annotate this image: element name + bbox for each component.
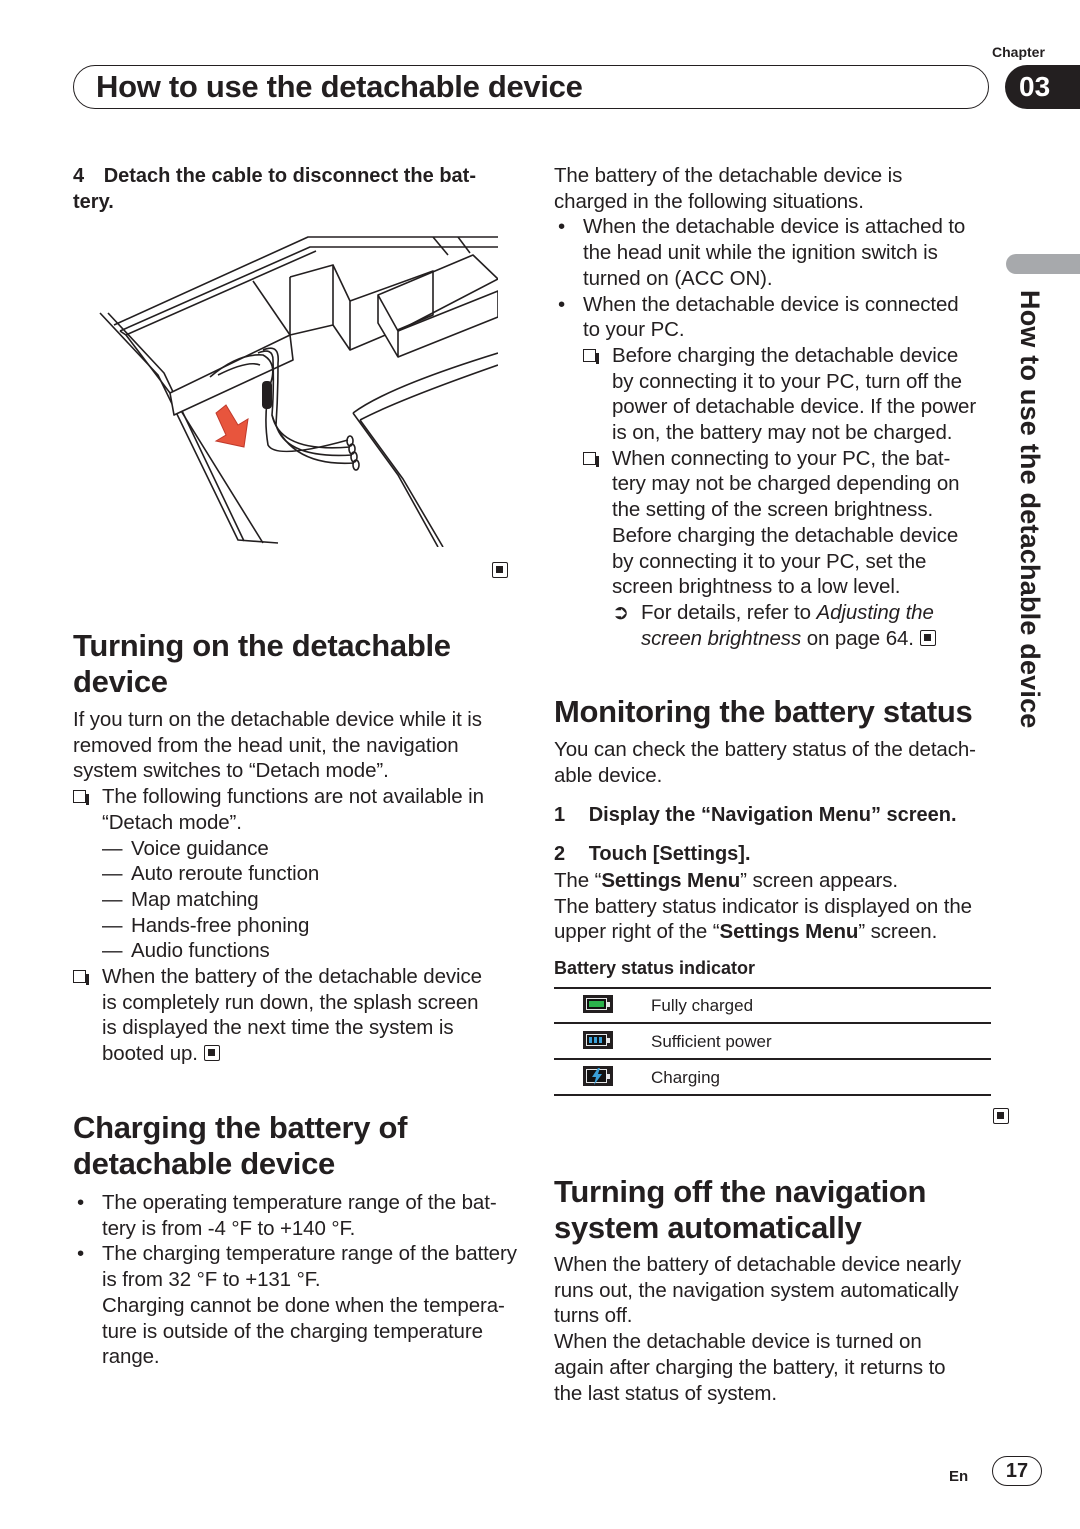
table-rule: [554, 1022, 991, 1024]
lightning-icon: [591, 1068, 603, 1085]
step-text: Detach the cable to disconnect the bat-: [103, 165, 476, 187]
list-item: • The charging temperature range of the battery is from 32 °F to +131 °F. Charging cannot be done when the tempera- ture is outside of the charging temperature range.: [77, 1242, 517, 1369]
turning-on-section: [73, 628, 523, 1067]
note-item: The following functions are not available in “Detach mode”.: [73, 784, 523, 835]
battery-sufficient-icon: [583, 1031, 613, 1049]
section-title-turning-on: Turning on the detachable device: [73, 628, 451, 699]
note-box-icon: [583, 452, 596, 465]
end-of-section-icon: [204, 1045, 220, 1061]
page-title: How to use the detachable device: [96, 69, 583, 104]
cross-reference: ➲ For details, refer to Adjusting the screen brightness on page 64.: [612, 600, 934, 650]
note-box-icon: [583, 349, 596, 362]
list-item: — Voice guidance: [102, 836, 269, 860]
bullet-icon: •: [558, 292, 566, 316]
monitoring-intro: You can check the battery status of the detach- able device.: [554, 738, 976, 787]
charging-situations: The battery of the detachable device is charged in the following situations. • When the detachable device is attached to the head unit while the ignition switch is turned on (ACC ON). • When the detachable device is connected to your PC. Before charging the detachable device by connecting it to your PC, turn off the power of detachable device. If the power is on, the battery may not be charged. When connecting to your PC, the bat- tery may not be charged depending on the setting of the screen brightness. Before charging the detachable device by connecting it to your PC, set the screen brightness to a low level. ➲ For details, refer to Adjusting the screen brightness on page 64.: [554, 163, 994, 651]
note-item: Before charging the detachable device by connecting it to your PC, turn off the power of detachable device. If the power is on, the battery may not be charged.: [583, 343, 994, 446]
list-item: • When the detachable device is connected to your PC. Before charging the detachable device by connecting it to your PC, turn off the power of detachable device. If the power is on, the battery may not be charged. When connecting to your PC, the bat- tery may not be charged depending on the setting of the screen brightness. Before charging the detachable device by connecting it to your PC, set the screen brightness to a low level. ➲ For details, refer to Adjusting the screen brightness on page 64.: [554, 292, 994, 652]
end-of-section-icon: [920, 630, 936, 646]
dash-icon: —: [102, 862, 123, 886]
end-of-section-icon: [492, 562, 508, 578]
section-title-monitoring: Monitoring the battery status: [554, 694, 973, 729]
table-row-label: Sufficient power: [651, 1032, 772, 1051]
turning-off-section: Turning off the navigation system automatically When the battery of detachable device nearly runs out, the navigation system automatically turns off. When the detachable device is turned on again after charging the battery, it returns to the last status of system.: [554, 1174, 1004, 1406]
side-tab-marker: [1006, 254, 1080, 274]
list-item: • When the detachable device is attached to the head unit while the ignition switch is turned on (ACC ON).: [558, 215, 966, 290]
dash-icon: —: [102, 836, 123, 860]
turning-on-intro: If you turn on the detachable device while it is removed from the head unit, the navigation system switches to “Detach mode”. The following functions are not available in “Detach mode”. — Voice guidance — Auto reroute function — Map matching — Hands-free phoning — Audio functions When the battery of the detachable device is completely run down, the splash screen is displayed the next time the system is booted up.: [73, 707, 523, 1067]
step-2: 2 Touch [Settings].: [554, 843, 751, 865]
step-text-cont: tery.: [73, 191, 114, 213]
list-item: — Audio functions: [102, 939, 270, 963]
section-title-charging: Charging the battery of detachable device: [73, 1110, 408, 1181]
table-row-label: Fully charged: [651, 996, 754, 1015]
dash-icon: —: [102, 887, 123, 911]
step-4: [73, 163, 513, 215]
battery-charging-icon: [583, 1066, 613, 1086]
charging-section: [73, 1110, 523, 1370]
end-of-section-icon: [993, 1108, 1009, 1124]
chapter-label: Chapter: [992, 44, 1045, 60]
list-item: — Auto reroute function: [102, 862, 320, 886]
bullet-icon: •: [77, 1191, 85, 1214]
table-rule: [554, 1058, 991, 1060]
bullet-icon: •: [558, 215, 566, 239]
dash-icon: —: [102, 939, 123, 963]
table-row-label: Charging: [651, 1068, 720, 1087]
side-chapter-title: How to use the detachable device: [1015, 290, 1045, 729]
table-rule: [554, 987, 991, 989]
list-item: • The operating temperature range of the bat- tery is from -4 °F to +140 °F.: [77, 1191, 497, 1240]
list-item: — Map matching: [102, 887, 259, 911]
battery-full-icon: [583, 995, 613, 1013]
table-rule: [554, 1094, 991, 1096]
page-number: 17: [992, 1456, 1042, 1486]
chapter-number-badge: 03: [1005, 65, 1080, 109]
note-box-icon: [73, 970, 86, 983]
step-number: 4: [73, 165, 85, 187]
arrow-right-icon: ➲: [612, 600, 630, 624]
section-title-turning-off: Turning off the navigation system automatically: [554, 1174, 927, 1245]
bullet-icon: •: [77, 1242, 85, 1266]
step-1: 1 Display the “Navigation Menu” screen.: [554, 804, 957, 826]
note-item: When connecting to your PC, the bat- tery may not be charged depending on the setting of the screen brightness. Before charging the detachable device by connecting it to your PC, set the screen brightness to a low level. ➲ For details, refer to Adjusting the screen brightness on page 64.: [583, 446, 994, 652]
battery-table-title: Battery status indicator: [554, 958, 756, 978]
note-box-icon: [73, 790, 86, 803]
dash-icon: —: [102, 913, 123, 937]
settings-explanation: The “Settings Menu” screen appears. The battery status indicator is displayed on the upper right of the “Settings Menu” screen.: [554, 869, 972, 944]
list-item: — Hands-free phoning: [102, 913, 310, 937]
cable-disconnect-illustration: [98, 235, 498, 547]
note-item: When the battery of the detachable device is completely run down, the splash screen is displayed the next time the system is booted up.: [73, 964, 523, 1067]
language-label: En: [949, 1468, 969, 1485]
